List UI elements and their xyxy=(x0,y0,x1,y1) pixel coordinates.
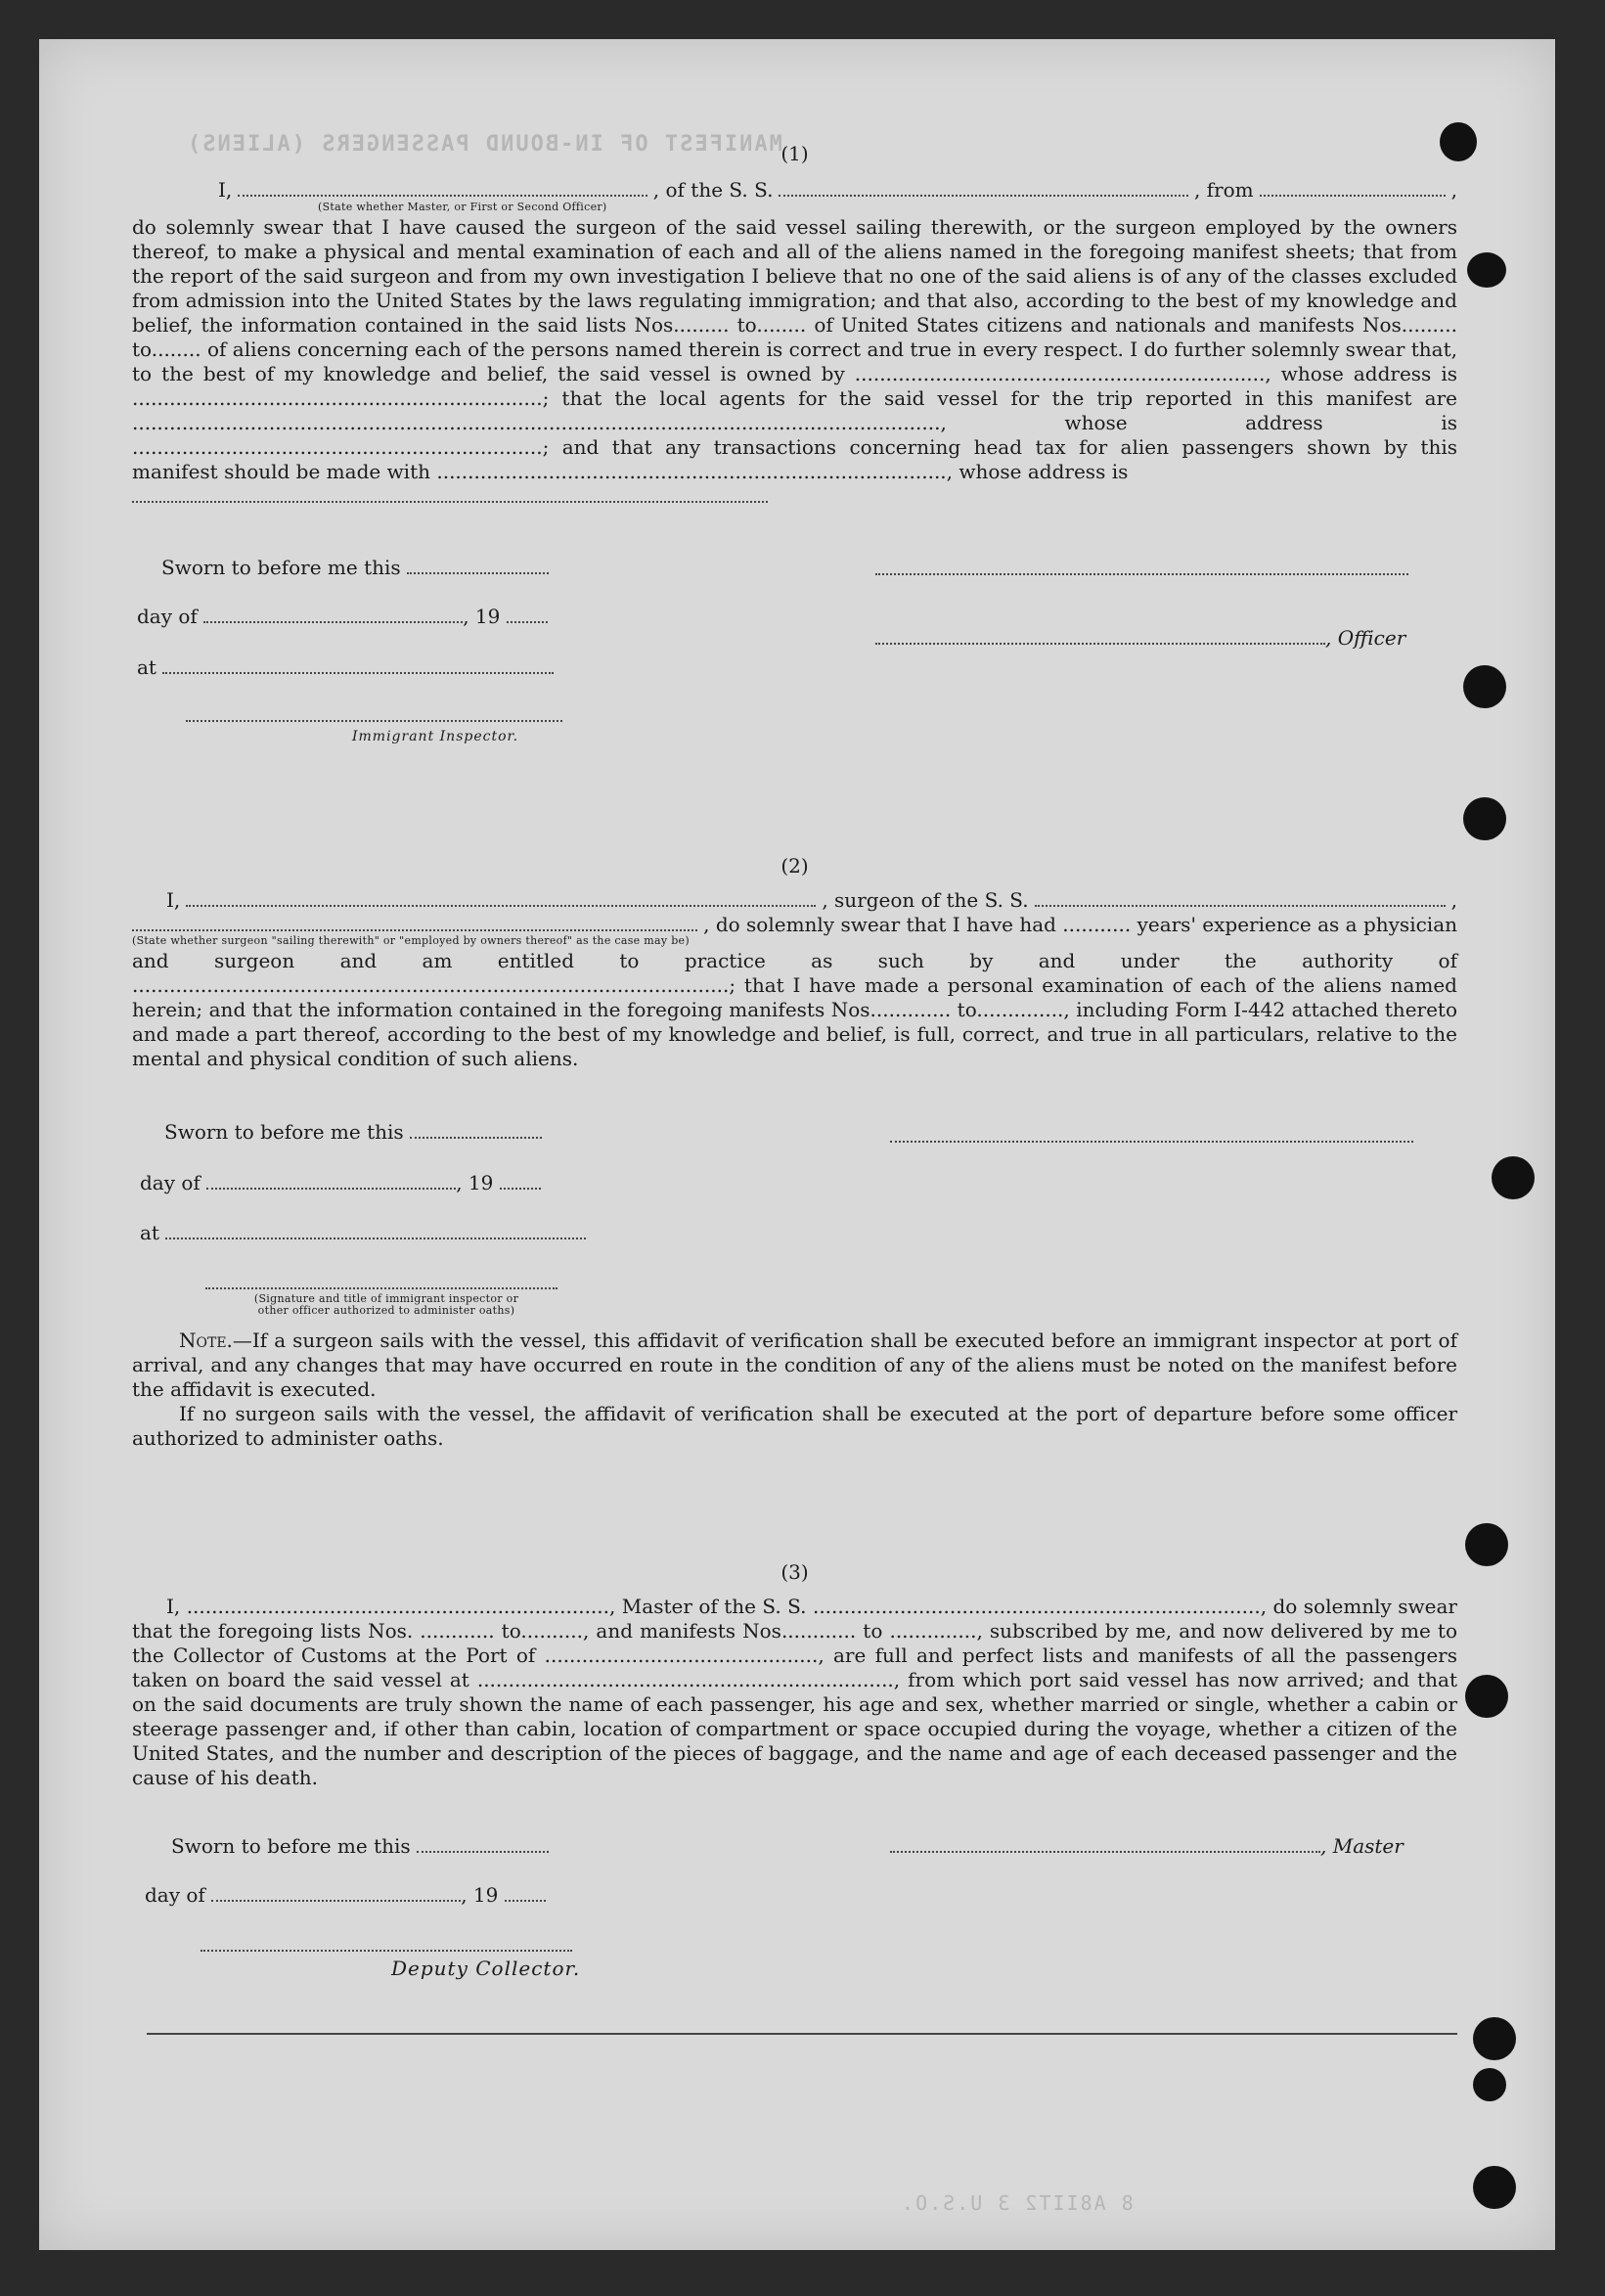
master-line xyxy=(890,1834,1404,1858)
collector-caption: Deputy Collector. xyxy=(391,1957,581,1980)
departure-port-field[interactable] xyxy=(1260,194,1446,197)
master-signature-field[interactable] xyxy=(890,1850,1320,1853)
day-line xyxy=(140,1171,541,1194)
at-label: at xyxy=(140,1221,159,1244)
section-master-affidavit xyxy=(132,142,1457,509)
sworn-line xyxy=(161,556,549,579)
punch-hole xyxy=(1492,1156,1535,1199)
intro-text: I, xyxy=(166,888,181,912)
section-master-manifest-oath xyxy=(132,1560,1457,1790)
master-identity-line: I, , of the S. S. , from , xyxy=(218,178,1457,202)
day-label: day of xyxy=(140,1171,201,1194)
day-field[interactable] xyxy=(206,1187,456,1190)
punch-hole xyxy=(1473,2017,1516,2060)
year-field[interactable] xyxy=(507,620,548,623)
surgeon-status-field[interactable] xyxy=(132,928,697,931)
officer-signature-field[interactable] xyxy=(875,642,1325,645)
punch-hole xyxy=(1473,2068,1506,2101)
vessel-label: , of the S. S. xyxy=(652,178,774,202)
surgeon-vessel-label: , surgeon of the S. S. xyxy=(822,888,1029,912)
day-field[interactable] xyxy=(211,1899,461,1902)
year-field[interactable] xyxy=(500,1187,541,1190)
place-field[interactable] xyxy=(165,1237,586,1239)
note-paragraph-2: If no surgeon sails with the vessel, the affidavit of verification shall be executed at the port of departure before some officer authorized to administer oaths. xyxy=(132,1402,1457,1450)
intro-text: I, xyxy=(218,178,233,202)
bleed-through-stamp: 8 A8IIT2 3 U.S.O. xyxy=(900,2191,1134,2215)
punch-hole xyxy=(1467,252,1506,288)
experience-text: , do solemnly swear that I have had ........... years' experience as a physician xyxy=(703,913,1457,936)
punch-hole xyxy=(1465,1675,1508,1718)
manifest-paragraph: I, ...................................................................., Master of the S. S. ........................................................................, do solemnly swear that the foregoing lists Nos. ............ to.........., and manifests Nos............ to .............., subscribed by me, and now delivered by me to the Collector of Customs at the Port of ............................................, are full and perfect lists and manifests of all the passengers taken on board the said vessel at ..................................................................., from which port said vessel has now arrived; and that on the said documents are truly shown the name of each passenger, his age and sex, whether married or single, whether a cabin or steerage passenger and, if other than cabin, location of compartment or space occupied during the voyage, whether a citizen of the United States, and the number and description of the pieces of baggage, and the name and age of each deceased passenger and the cause of his death. xyxy=(132,1595,1457,1789)
at-line xyxy=(137,655,554,679)
section-surgeon-affidavit xyxy=(132,854,1457,1071)
inspector-signature-field[interactable] xyxy=(186,719,562,722)
officer-name-field[interactable] xyxy=(238,194,647,197)
at-line xyxy=(140,1221,586,1244)
punch-hole xyxy=(1463,665,1506,708)
punch-hole xyxy=(1473,2166,1516,2209)
note-paragraph xyxy=(132,1328,1457,1402)
day-label: day of xyxy=(137,605,198,628)
note-text: —If a surgeon sails with the vessel, this affidavit of verification shall be executed before an immigrant inspector at port of arrival, and any changes that may have occurred en route in the condition of any of the aliens must be noted on the manifest before the affidavit is executed. xyxy=(132,1328,1457,1401)
agent-address-field[interactable] xyxy=(132,500,768,503)
inspector-caption: Immigrant Inspector. xyxy=(352,729,519,744)
signature-caption xyxy=(210,1293,562,1317)
collector-signature-field[interactable] xyxy=(201,1949,572,1952)
officer-line xyxy=(875,626,1405,650)
signature-caption-line2: other officer authorized to administer oaths) xyxy=(257,1304,515,1317)
officer-signature-top[interactable] xyxy=(875,572,1408,575)
note-label: Note. xyxy=(179,1328,233,1352)
sworn-date-field[interactable] xyxy=(417,1850,549,1853)
surgeon-signature-field[interactable] xyxy=(890,1140,1413,1143)
sworn-date-field[interactable] xyxy=(410,1136,542,1139)
section-number: (1) xyxy=(780,142,809,165)
surgeon-identity-line: I, , surgeon of the S. S. , xyxy=(166,888,1457,912)
sworn-label: Sworn to before me this xyxy=(164,1120,404,1144)
section-number: (3) xyxy=(780,1560,809,1584)
note-block xyxy=(132,1328,1457,1451)
sworn-line xyxy=(164,1120,542,1144)
surgeon-caption: (State whether surgeon "sailing therewith" or "employed by owners thereof" as the case may be) xyxy=(132,934,690,947)
year-label: , 19 xyxy=(463,605,501,628)
signature-caption-line1: (Signature and title of immigrant inspector or xyxy=(253,1292,519,1305)
punch-hole xyxy=(1463,797,1506,840)
sworn-line xyxy=(171,1834,549,1858)
officer-label: , Officer xyxy=(1325,626,1406,650)
inspector-signature-field[interactable] xyxy=(205,1286,557,1289)
day-label: day of xyxy=(145,1883,205,1907)
officer-caption: (State whether Master, or First or Second Officer) xyxy=(318,201,607,213)
bleed-through-header: MANIFEST OF IN-BOUND PASSENGERS (ALIENS) xyxy=(186,132,782,157)
sworn-label: Sworn to before me this xyxy=(171,1834,411,1858)
punch-hole xyxy=(1465,1523,1508,1566)
day-line xyxy=(145,1883,546,1907)
at-label: at xyxy=(137,655,156,679)
day-field[interactable] xyxy=(203,620,463,623)
form-sheet xyxy=(39,39,1555,2250)
vessel-name-field[interactable] xyxy=(779,194,1188,197)
surgeon-vessel-field[interactable] xyxy=(1035,904,1446,907)
surgeon-name-field[interactable] xyxy=(186,904,816,907)
year-label: , 19 xyxy=(461,1883,499,1907)
surgeon-paragraph: and surgeon and am entitled to practice as such by and under the authority of ................................................................................................; that I have made a personal examination of each of the aliens named herein; and that the information contained in the foregoing manifests Nos............. to.............., including Form I-442 attached thereto and made a part thereof, according to the best of my knowledge and belief, is full, correct, and true in all particulars, relative to the mental and physical condition of such aliens. xyxy=(132,949,1457,1070)
sworn-label: Sworn to before me this xyxy=(161,556,401,579)
day-line xyxy=(137,605,548,628)
sworn-date-field[interactable] xyxy=(407,571,549,574)
affidavit-paragraph: do solemnly swear that I have caused the surgeon of the said vessel sailing therewith, or the surgeon employed by the owners thereof, to make a physical and mental examination of each and all of the aliens named in the foregoing manifest sheets; that from the report of the said surgeon and from my own investigation I believe that no one of the said aliens is of any of the classes excluded from admission into the United States by the laws regulating immigration; and that also, according to the best of my knowledge and belief, the information contained in the said lists Nos......... to........ of United States citizens and nationals and manifests Nos......... to........ of aliens concerning each of the persons named therein is correct and true in every respect. I do further solemnly swear that, to the best of my knowledge and belief, the said vessel is owned by .................................................................., whose address is ..................................................................; that the local agents for the said vessel for the trip reported in this manifest are .................................................................................................................................., whose address is ..................................................................; and that any transactions concerning head tax for alien passengers shown by this manifest should be made with .................................................................................., whose address is xyxy=(132,215,1457,483)
year-field[interactable] xyxy=(505,1899,546,1902)
place-field[interactable] xyxy=(162,671,554,674)
section-number: (2) xyxy=(780,854,809,878)
master-label: , Master xyxy=(1320,1834,1404,1858)
from-label: , from xyxy=(1193,178,1254,202)
year-label: , 19 xyxy=(456,1171,494,1194)
bottom-rule xyxy=(147,2033,1457,2035)
